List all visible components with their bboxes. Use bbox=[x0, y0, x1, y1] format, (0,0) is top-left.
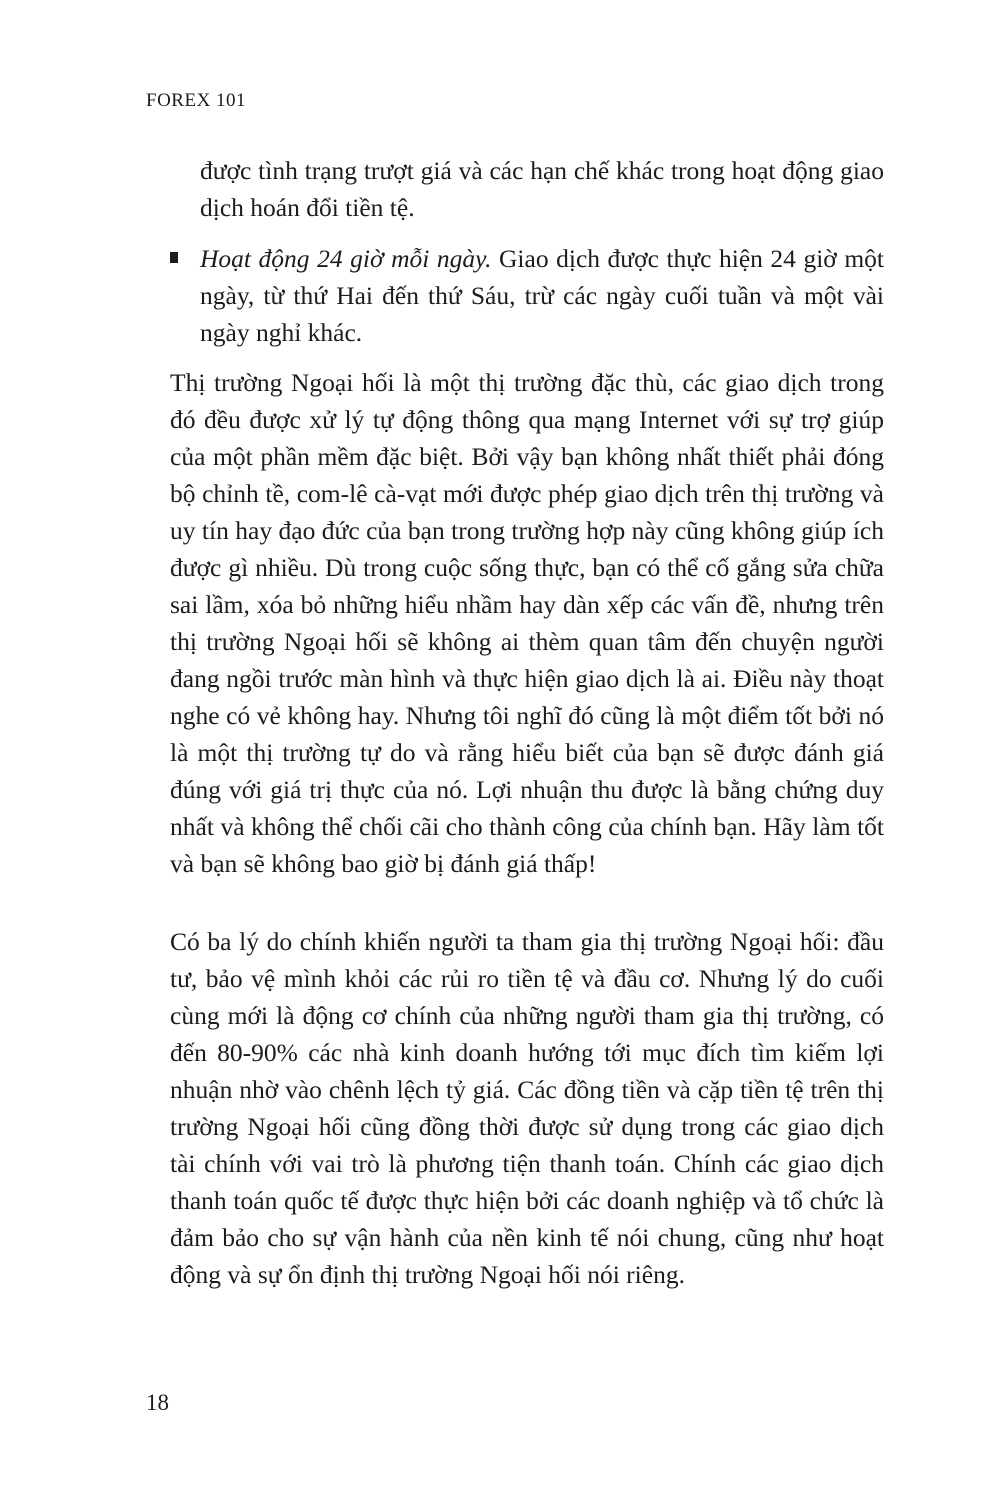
bullet-paragraph bbox=[200, 240, 884, 351]
bullet-description: Giao dịch được thực hiện 24 giờ một ngày, từ thứ Hai đến thứ Sáu, trừ các ngày cuối tuần và một vài ngày nghỉ khác. bbox=[200, 244, 884, 347]
body-paragraph-2: Có ba lý do chính khiến người ta tham gia thị trường Ngoại hối: đầu tư, bảo vệ mình khỏi các rủi ro tiền tệ và đầu cơ. Nhưng lý do cuối cùng mới là động cơ chính của những người tham gia thị trường, có đến 80-90% các nhà kinh doanh hướng tới mục đích tìm kiếm lợi nhuận nhờ vào chênh lệch tỷ giá. Các đồng tiền và cặp tiền tệ trên thị trường Ngoại hối cũng đồng thời được sử dụng trong các giao dịch tài chính với vai trò là phương tiện thanh toán. Chính các giao dịch thanh toán quốc tế được thực hiện bởi các doanh nghiệp và tổ chức là đảm bảo cho sự vận hành của nền kinh tế nói chung, cũng như hoạt động và sự ổn định thị trường Ngoại hối nói riêng. bbox=[170, 927, 884, 1289]
bullet-term: Hoạt động 24 giờ mỗi ngày. bbox=[200, 244, 492, 273]
page-number: 18 bbox=[146, 1390, 169, 1415]
running-header: FOREX 101 bbox=[146, 90, 247, 111]
continuation-paragraph: được tình trạng trượt giá và các hạn chế khác trong hoạt động giao dịch hoán đổi tiền tệ. bbox=[200, 156, 884, 222]
square-bullet-icon bbox=[170, 252, 178, 263]
body-paragraph-1: Thị trường Ngoại hối là một thị trường đặc thù, các giao dịch trong đó đều được xử lý tự động thông qua mạng Internet với sự trợ giúp của một phần mềm đặc biệt. Bởi vậy bạn không nhất thiết phải đóng bộ chỉnh tề, com-lê cà-vạt mới được phép giao dịch trên thị trường và uy tín hay đạo đức của bạn trong trường hợp này cũng không giúp ích được gì nhiều. Dù trong cuộc sống thực, bạn có thể cố gắng sửa chữa sai lầm, xóa bỏ những hiểu nhầm hay dàn xếp các vấn đề, nhưng trên thị trường Ngoại hối sẽ không ai thèm quan tâm đến chuyện người đang ngồi trước màn hình và thực hiện giao dịch là ai. Điều này thoạt nghe có vẻ không hay. Nhưng tôi nghĩ đó cũng là một điểm tốt bởi nó là một thị trường tự do và rằng hiểu biết của bạn sẽ được đánh giá đúng với giá trị thực của nó. Lợi nhuận thu được là bằng chứng duy nhất và không thể chối cãi cho thành công của chính bạn. Hãy làm tốt và bạn sẽ không bao giờ bị đánh giá thấp! bbox=[170, 368, 884, 878]
